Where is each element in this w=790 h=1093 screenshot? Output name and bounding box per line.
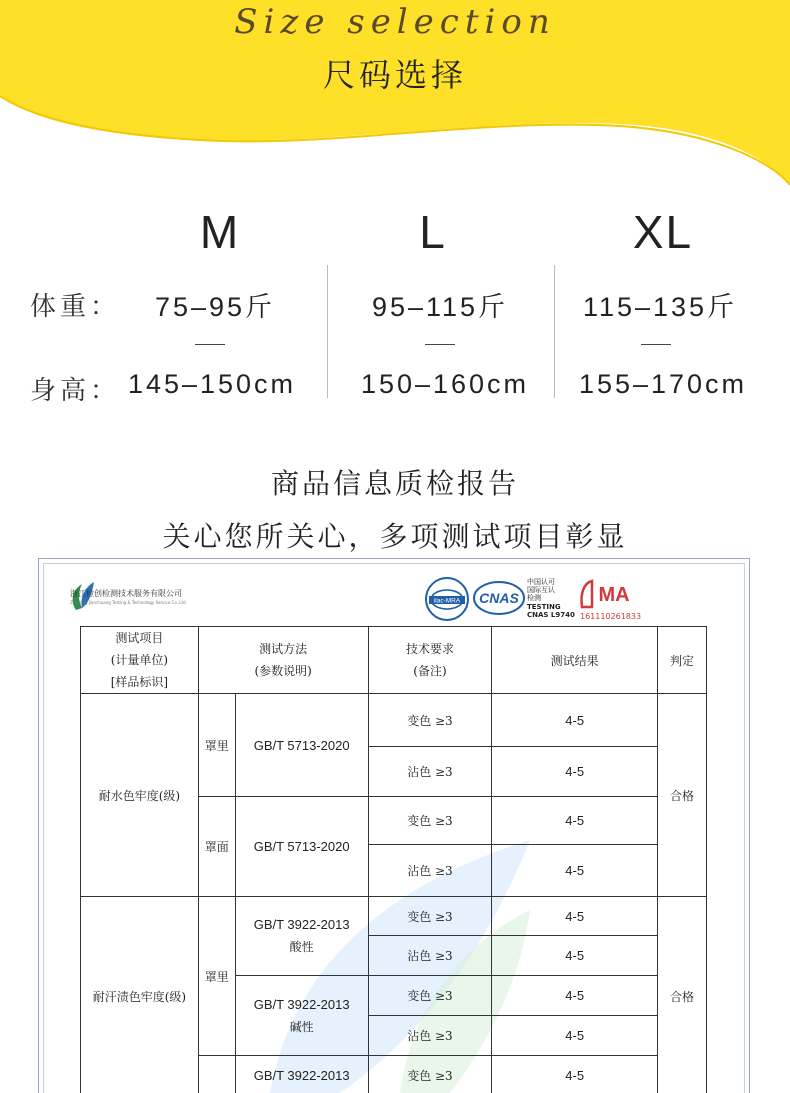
table-row [81,897,707,936]
section-subtitle: 关心您所关心，多项测试项目彰显 [162,520,628,553]
qc-table [80,626,707,1093]
requirement-cell: 沾色 ≥3 [368,936,492,976]
height-m: 145–150cm [127,369,297,399]
height-label: 身高： [30,376,121,406]
svg-text:ilac-MRA: ilac-MRA [433,597,461,605]
sweat-part-lining: 罩里 [198,897,235,1056]
result-cell: 4-5 [492,845,658,897]
section-title: 商品信息质检报告 [270,467,519,500]
header-item: 测试项目 (计量单位) [样品标识] [81,627,199,694]
cnas-logo-icon [472,580,526,616]
requirement-cell: 变色 ≥3 [368,1056,492,1093]
cma-logo-icon [578,577,642,611]
svg-text:CNAS: CNAS [479,590,519,606]
sweat-item: 耐汗渍色牢度(级) [81,897,199,1093]
requirement-cell: 沾色 ≥3 [368,845,492,897]
sweat-method-alkali: GB/T 3922-2013 碱性 [235,976,368,1056]
result-cell: 4-5 [492,797,658,845]
sweat-method: GB/T 3922-2013 [235,1056,368,1093]
size-xl-heading: XL [632,206,694,258]
result-cell: 4-5 [492,694,658,747]
weight-xl: 115–135斤 [582,292,738,322]
requirement-cell: 变色 ≥3 [368,797,492,845]
ilac-mra-icon [424,576,470,622]
weight-m: 75–95斤 [154,292,276,322]
separator-dash [641,344,671,345]
svg-text:MA: MA [598,584,630,606]
header-requirement: 技术要求 (备注) [368,627,492,694]
weight-label: 体重： [30,292,121,322]
height-l: 150–160cm [360,369,530,399]
water-item: 耐水色牢度(级) [81,694,199,897]
water-method: GB/T 5713-2020 [235,694,368,797]
water-part-face: 罩面 [198,797,235,897]
water-part-lining: 罩里 [198,694,235,797]
height-xl: 155–170cm [578,369,748,399]
banner [0,0,790,185]
result-cell: 4-5 [492,747,658,797]
result-cell: 4-5 [492,976,658,1016]
requirement-cell: 变色 ≥3 [368,976,492,1016]
table-row [81,694,707,747]
cnas-cn-text: 中国认可 国际互认 检测 [527,578,555,602]
result-cell: 4-5 [492,1056,658,1093]
sweat-verdict: 合格 [658,897,707,1093]
requirement-cell: 变色 ≥3 [368,897,492,936]
separator-dash [425,344,455,345]
result-cell: 4-5 [492,897,658,936]
header-verdict: 判定 [658,627,707,694]
cma-number: 161110261833 [580,612,642,621]
sweat-part-face [198,1056,235,1093]
separator-dash [195,344,225,345]
water-verdict: 合格 [658,694,707,897]
table-header-row [81,627,707,694]
result-cell: 4-5 [492,936,658,976]
water-method: GB/T 5713-2020 [235,797,368,897]
weight-l: 95–115斤 [371,292,509,322]
banner-title-en: Size selection [234,2,556,42]
requirement-cell: 沾色 ≥3 [368,1016,492,1056]
requirement-cell: 沾色 ≥3 [368,747,492,797]
org-name: 浙江检创检测技术服务有限公司 [70,589,182,598]
size-l-heading: L [419,206,447,258]
org-name-en: Zhejiang Jianchuang Testing & Technology Service Co.,Ltd [70,600,186,605]
cnas-testing-text: TESTING CNAS L9740 [527,603,575,619]
requirement-cell: 变色 ≥3 [368,694,492,747]
size-m-heading: M [199,206,241,258]
banner-title-cn: 尺码选择 [322,56,467,94]
sweat-method-acid: GB/T 3922-2013 酸性 [235,897,368,976]
header-result: 测试结果 [492,627,658,694]
result-cell: 4-5 [492,1016,658,1056]
header-method: 测试方法 (参数说明) [198,627,368,694]
